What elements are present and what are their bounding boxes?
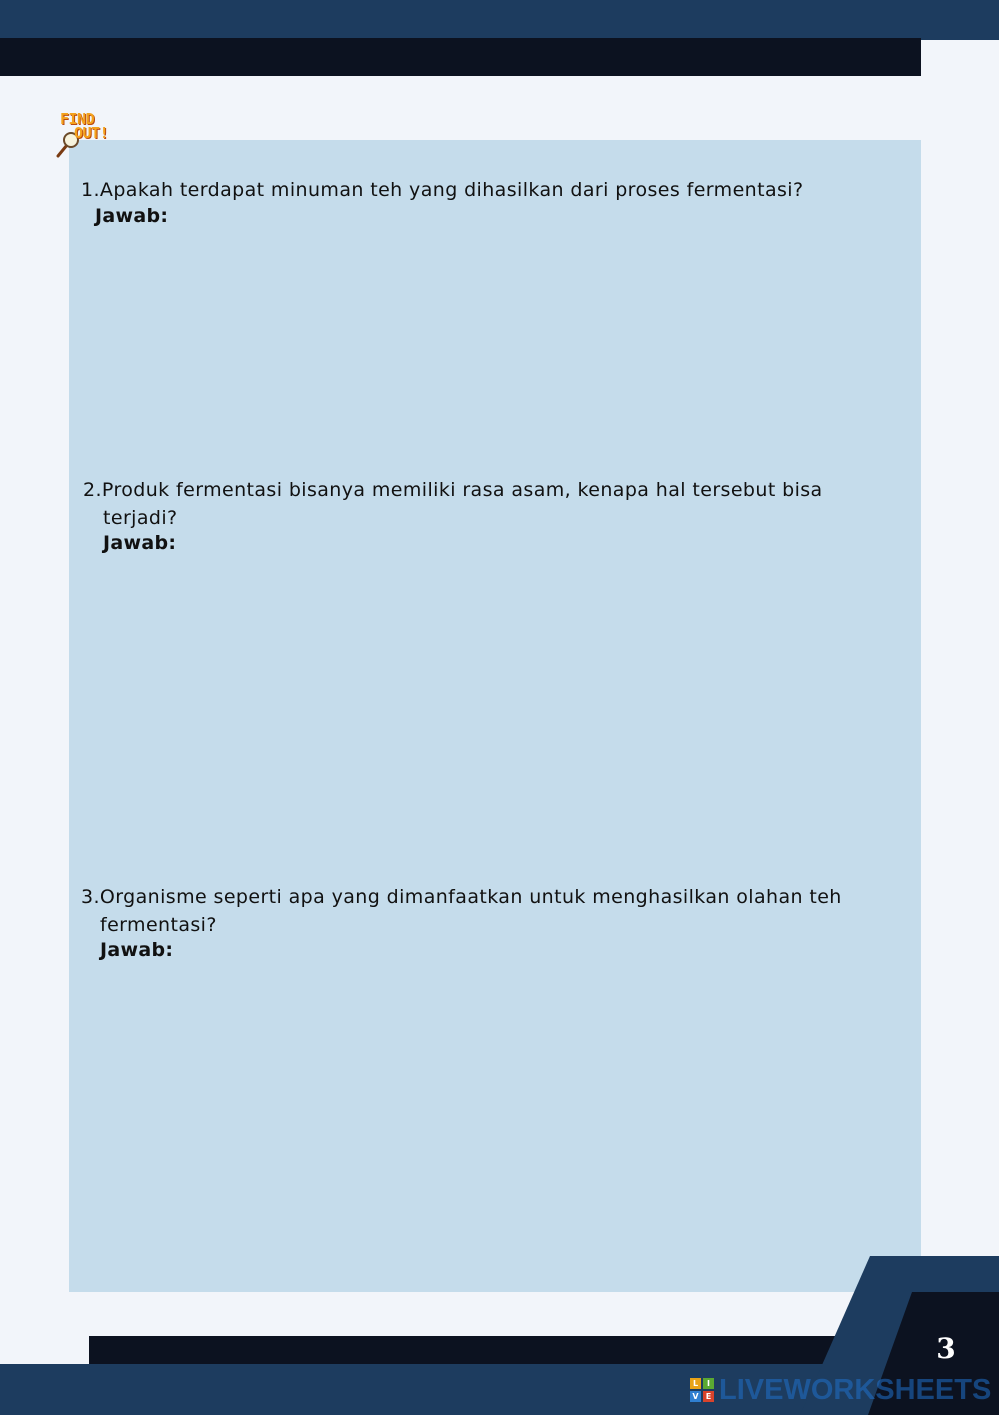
- answer-label-3: Jawab:: [100, 939, 174, 961]
- page-number: 3: [936, 1332, 956, 1365]
- logo-line-2: OUT!: [74, 124, 109, 142]
- find-out-logo: [54, 112, 120, 160]
- top-header-band: [0, 0, 999, 40]
- question-3-text: 3.Organisme seperti apa yang dimanfaatkan untuk menghasilkan olahan teh: [81, 886, 842, 908]
- lw-cell-v: V: [690, 1391, 701, 1402]
- question-2: [83, 476, 823, 532]
- question-3: [81, 883, 842, 939]
- logo-line-1: FIND: [60, 110, 95, 128]
- lw-cell-e: E: [703, 1391, 714, 1402]
- answer-label-1: Jawab:: [95, 205, 169, 227]
- question-1: [81, 176, 803, 204]
- liveworksheets-watermark: [690, 1373, 992, 1406]
- liveworksheets-text: LIVEWORKSHEETS: [719, 1373, 992, 1406]
- question-2-text-cont: terjadi?: [103, 507, 178, 529]
- lw-cell-l: L: [690, 1378, 701, 1389]
- top-dark-bar: [0, 38, 921, 76]
- question-3-text-cont: fermentasi?: [100, 914, 217, 936]
- bottom-dark-bar: [89, 1336, 849, 1366]
- question-2-text: 2.Produk fermentasi bisanya memiliki rasa asam, kenapa hal tersebut bisa: [83, 479, 823, 501]
- answer-label-2: Jawab:: [103, 532, 177, 554]
- lw-cell-i: I: [703, 1378, 714, 1389]
- worksheet-panel: [69, 140, 921, 1292]
- liveworksheets-logo-icon: [690, 1378, 714, 1402]
- question-1-text: 1.Apakah terdapat minuman teh yang dihasilkan dari proses fermentasi?: [81, 179, 804, 201]
- logo-text: [60, 112, 108, 140]
